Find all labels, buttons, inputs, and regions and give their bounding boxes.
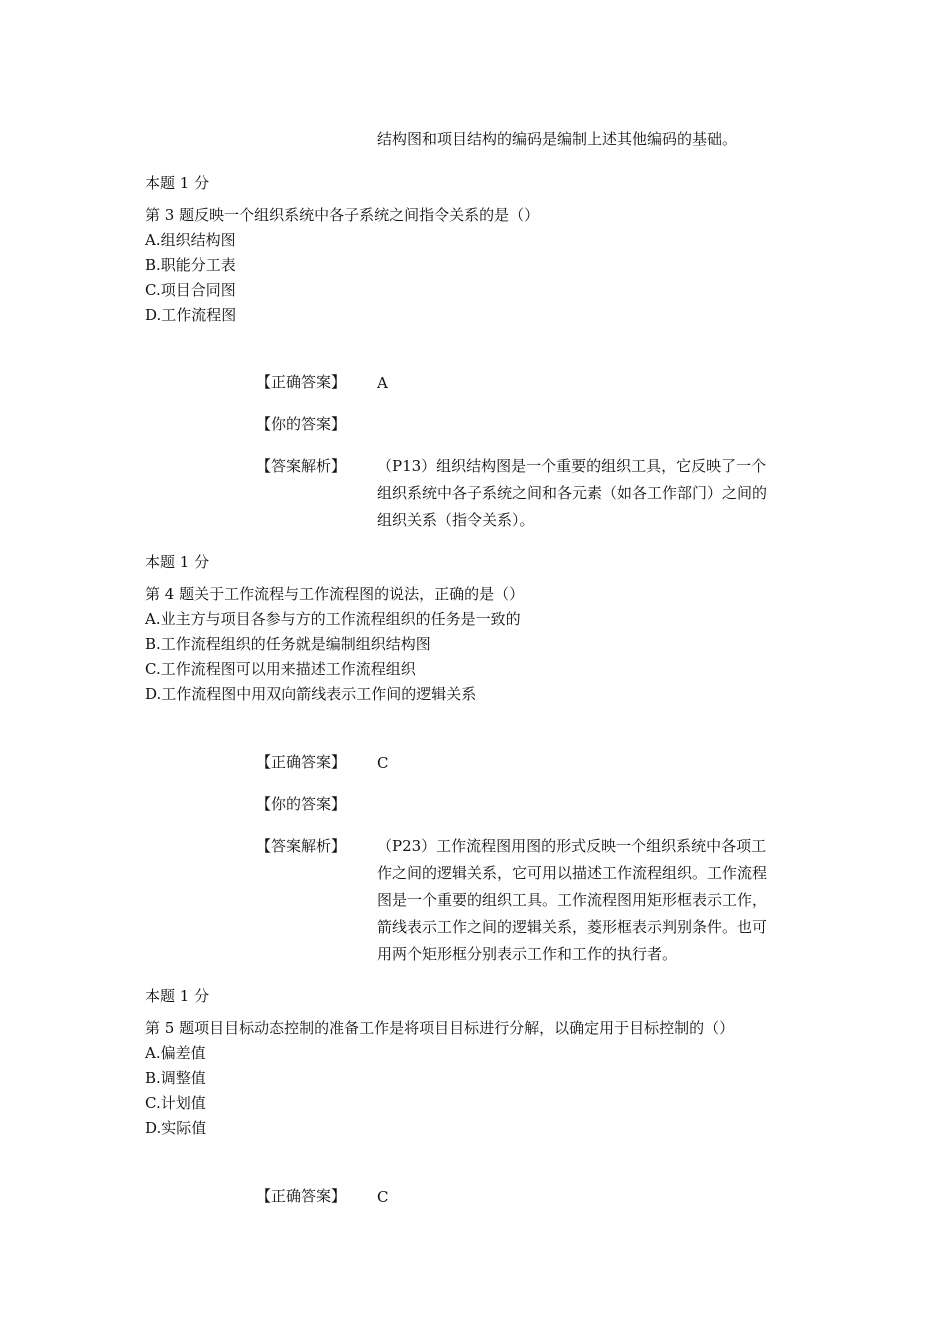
analysis-label: 【答案解析】 — [256, 837, 347, 855]
option-b: B.工作流程组织的任务就是编制组织结构图 — [145, 635, 431, 653]
option-a: A.偏差值 — [145, 1044, 206, 1062]
option-c: C.计划值 — [145, 1094, 206, 1112]
option-b: B.职能分工表 — [145, 256, 236, 274]
analysis-label: 【答案解析】 — [256, 457, 347, 475]
option-d: D.工作流程图 — [145, 306, 237, 324]
analysis-line: 组织系统中各子系统之间和各元素（如各工作部门）之间的 — [377, 484, 768, 502]
option-d: D.实际值 — [145, 1119, 207, 1137]
analysis-line: （P23）工作流程图用图的形式反映一个组织系统中各项工 — [377, 837, 767, 855]
option-b: B.调整值 — [145, 1069, 206, 1087]
analysis-line: 作之间的逻辑关系，它可用以描述工作流程组织。工作流程 — [377, 864, 768, 882]
analysis-line: （P13）组织结构图是一个重要的组织工具，它反映了一个 — [377, 457, 767, 475]
correct-answer-label: 【正确答案】 — [256, 753, 347, 771]
analysis-line: 用两个矩形框分别表示工作和工作的执行者。 — [377, 945, 678, 963]
correct-answer-label: 【正确答案】 — [256, 373, 347, 391]
correct-answer-value: C — [377, 754, 389, 772]
option-c: C.项目合同图 — [145, 281, 236, 299]
option-d: D.工作流程图中用双向箭线表示工作间的逻辑关系 — [145, 685, 477, 703]
analysis-line: 图是一个重要的组织工具。工作流程图用矩形框表示工作， — [377, 891, 768, 909]
option-a: A.业主方与项目各参与方的工作流程组织的任务是一致的 — [145, 610, 521, 628]
option-a: A.组织结构图 — [145, 231, 236, 249]
analysis-line: 组织关系（指令关系）。 — [377, 511, 535, 529]
your-answer-label: 【你的答案】 — [256, 415, 347, 433]
prev-analysis-tail: 结构图和项目结构的编码是编制上述其他编码的基础。 — [377, 130, 738, 148]
your-answer-label: 【你的答案】 — [256, 795, 347, 813]
question-stem: 第 4 题关于工作流程与工作流程图的说法，正确的是（） — [145, 585, 525, 603]
question-score: 本题 1 分 — [145, 987, 210, 1005]
question-stem: 第 3 题反映一个组织系统中各子系统之间指令关系的是（） — [145, 206, 540, 224]
question-score: 本题 1 分 — [145, 553, 210, 571]
analysis-line: 箭线表示工作之间的逻辑关系，菱形框表示判别条件。也可 — [377, 918, 768, 936]
question-score: 本题 1 分 — [145, 174, 210, 192]
correct-answer-label: 【正确答案】 — [256, 1187, 347, 1205]
correct-answer-value: C — [377, 1188, 389, 1206]
correct-answer-value: A — [377, 374, 388, 392]
question-stem: 第 5 题项目目标动态控制的准备工作是将项目目标进行分解，以确定用于目标控制的（） — [145, 1019, 735, 1037]
option-c: C.工作流程图可以用来描述工作流程组织 — [145, 660, 416, 678]
